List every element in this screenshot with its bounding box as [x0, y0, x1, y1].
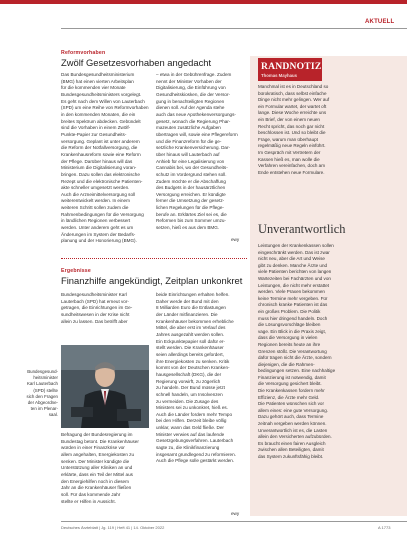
article2-kicker: Ergebnisse — [61, 268, 91, 274]
section-label: AKTUELL — [365, 19, 395, 25]
footer-publication: Deutsches Ärzteblatt | Jg. 119 | Heft 41 | 14. Oktober 2022 — [61, 525, 165, 530]
article1-col1: Das Bundesgesundheitsministerium (BMG) hat einen vierten Arbeitsplan für die kommenden vier Monate Bundesgesundheitsministers vorgelegt. Es geht nach dem Willen von Lauterbach (SPD) um eine Reihe von Reformvorhaben in den kommenden Monaten, die ein breites Spektrum abdecken. Gebündelt sind die Vorhaben in einem Zwölf- Punkte-Papier zur Gesundheits- versorgung. Geplant ist unter anderem die Reform der Notfallversorgung, die Krankenhausreform sowie eine Reform der Pflege. Darüber hinaus will das Ministerium die Digitalisierung voran- bringen. Dazu sollen das elektronische Rezept und die elektronische Patienten- akte schneller umgesetzt werden. Auch die Arzneimittelversorgung soll weiterentwickelt werden. In einem weiteren Schritt sollen zudem die Rahmenbedingungen für die Versorgung in ländlichen Regionen verbessert werden. Unter anderem geht es um Änderungen im System der Bedarfs- planung und der Honorierung (BMG). — [61, 72, 149, 244]
article2-end-mark: ewy — [231, 511, 240, 516]
footer-rule — [61, 521, 407, 522]
article2-title: Finanzhilfe angekündigt, Zeitplan unkonkret — [61, 275, 243, 286]
header-rule — [61, 28, 407, 29]
article1-end-mark: ewy — [231, 237, 240, 242]
sidebar-article-text: Leistungen der Krankenkassen sollen eingeschränkt werden. Das ist zwar nicht neu, aber die Art und Weise gibt zu denken. Manche Ärzte und viele Patienten berichten von langen Wartezeiten bei Fachärzten und von Leistungen, die nicht mehr erstattet werden. Viele Praxen bekommen keine Termine mehr vergeben. Für chronisch kranke Patienten ist das ein großes Problem. Die Politik muss hier dringend handeln. Doch die Lösungsvorschläge bleiben vage. Ein Blick in die Praxis zeigt, dass die Versorgung in vielen Regionen bereits heute an ihre Grenzen stößt. Die Verantwortung dafür tragen nicht die Ärzte, sondern diejenigen, die die Rahmen- bedingungen setzen. Eine nachhaltige Finanzierung ist notwendig, damit die Versorgung gesichert bleibt. Die Krankenkassen fordern mehr Effizienz, die Ärzte mehr Geld. Die Patienten wünschen sich vor allem eines: eine gute Versorgung. Dazu gehört auch, dass Termine zeitnah vergeben werden können. Unverantwortlich ist es, die Lasten allein den Versicherten aufzubürden. Es braucht einen fairen Ausgleich zwischen allen Beteiligten, damit das System zukunftsfähig bleibt. — [258, 243, 336, 459]
photo-caption: Bundesgesund- heitsminister Karl Lauterbach (SPD) stellte sich den Fragen der Abgeordne- ten im Plenar- saal. — [26, 369, 58, 418]
article2-col2: beide Einrichtungen erhalten helfen. Daher werde der Bund mit den 8 Milliarden Euro die Entlastungen der Länder mitfinanzieren. Die Krankenhäuser bekommen erhebliche Mittel, die aber erst im Verlauf des Jahres ausgezahlt werden sollen. Ein Eckpunktepapier soll dafür er- stellt werden. Die Krankenhäuser seien allerdings bereits gefordert, ihre Energiekosten zu senken. Kritik kommt von der Deutschen Kranken- hausgesellschaft (DKG), die der Regierung vorwirft, zu zögerlich zu handeln. Der Bund müsse jetzt schnell handeln, um Insolvenzen zu vermeiden. Die Zusage des Ministers sei zu unkonkret, hieß es. Auch die Länder fordern mehr Tempo bei den Hilfen. Derzeit bleibe völlig unklar, wann das Geld fließe. Der Minister verwies auf das laufende Gesetzgebungsverfahren. Lauterbach sagte zu, die Klinikfinanzierung insgesamt grundlegend zu reformieren. Auch die Pflege solle gestärkt werden. — [156, 292, 236, 464]
randnotiz-title: RANDNOTIZ — [261, 61, 322, 72]
article1-col2: – etwa in der Gebührenfrage. Zudem nennt der Minister Vorhaben der Digitalisierung, die Einführung von Gesundheitskiosken, die der Versor- gung in benachteiligten Regionen dienen soll. Auf der Agenda stehe auch das neue Apothekenversorgungs- gesetz, wonach die Regierung Phar- mazeuten zusätzliche Aufgaben übertragen will, sowie eine Pflegereform und die Finanzreform für die ge- setzliche Krankenversicherung. Dar- über hinaus will Lauterbach auf Anhieb für eine Legalisierung von Cannabis bei, wo der Gesundheits- schutz im Vordergrund stehen soll. Zudem möchte er die Abschaffung des Budgets in der hausärztlichen Versorgung erreichen. Er kündigte ferner die Umsetzung der gesetz- lichen Regelungen für die Pflege- berufe an. Erklärtes Ziel sei es, die Reformen bis zum Sommer umzu- setzen, hieß es aus dem BMG. — [156, 72, 238, 231]
article-divider — [61, 258, 247, 259]
sidebar-heading: Unverantwortlich — [258, 222, 346, 236]
footer-page-number: A 1773 — [378, 525, 391, 530]
article2-col1-top: Bundesgesundheitsminister Karl Lauterbach (SPD) hat erneut vor- getragen, die Einrichtungen im Ge- sundheitswesen in der Krise nicht allein zu lassen. Das betrifft aber — [61, 292, 133, 324]
speaker-figure-image — [61, 345, 149, 428]
article1-title: Zwölf Gesetzesvorhaben angedacht — [61, 57, 212, 68]
minister-photo — [61, 345, 149, 428]
article2-col1-bottom: Befragung der Bundesregierung im Bundestag betont. Die Krankenhäuser würden in einer Finanzkrise vor allem angehalten, Energiekosten zu senken. Der Minister kündigte die Unterstützung aller Kliniken an und erklärte, dass ein Teil der Mittel aus den Energiehilfen noch in diesem Jahr an die Krankenhäuser fließen soll. Für das kommende Jahr stellte er Hilfen in Aussicht. — [61, 432, 139, 504]
top-accent-bar — [0, 0, 407, 4]
article1-kicker: Reformvorhaben — [61, 50, 106, 56]
randnotiz-text: Manchmal ist es in Deutschland so bürokratisch, dass selbst einfache Dinge nicht mehr gelingen. Wer auf ein Formular wartet, der wartet oft lange. Diese Woche erreichte uns ein Brief, der von einem neuen Recht spricht, das noch gar nicht beschlossen ist. Und so bleibt die Frage, warum man überhaupt regelmäßig neue Regeln einführt. Im Gespräch mit Vertretern der Kassen hieß es, man wolle die Verfahren vereinfachen, doch am Ende entstehen neue Formulare. — [258, 84, 330, 175]
randnotiz-author: Thomas Mayhaus — [261, 73, 298, 78]
